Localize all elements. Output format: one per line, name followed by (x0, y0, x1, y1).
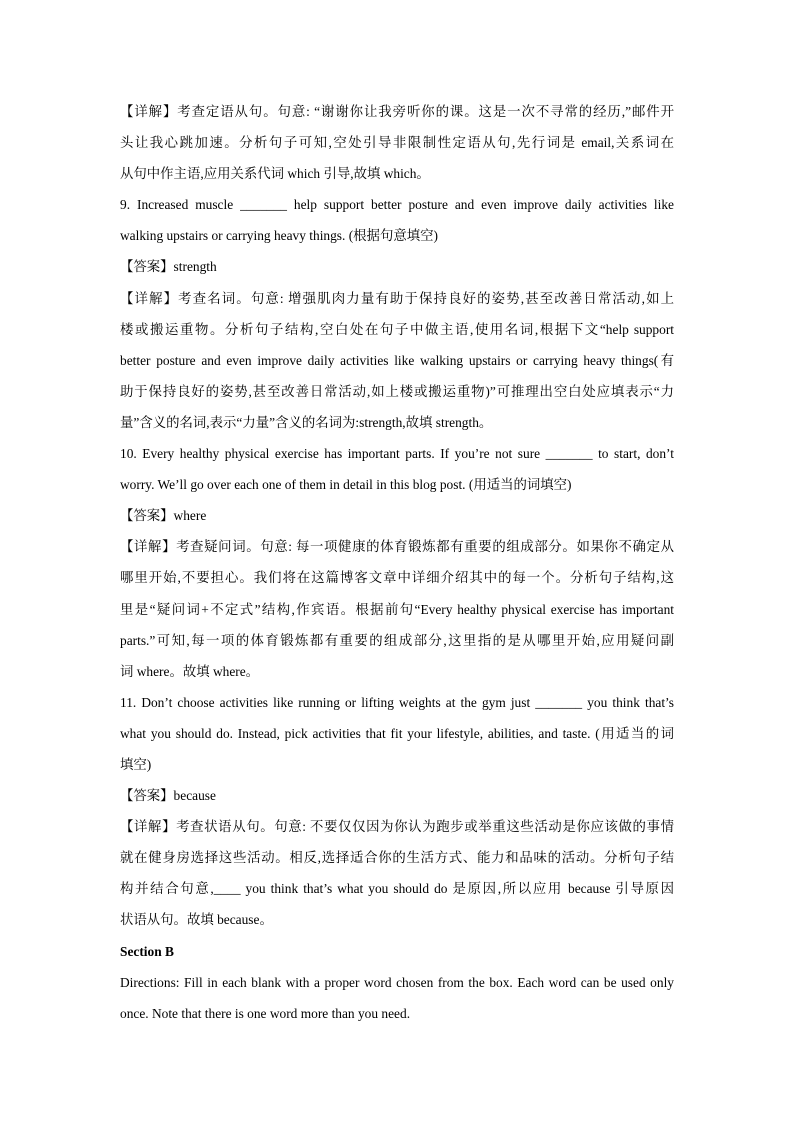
explanation-line: 头让我心跳加速。分析句子可知,空处引导非限制性定语从句,先行词是 email,关系词在 (120, 135, 674, 151)
explanation-line: 从句中作主语,应用关系代词 which 引导,故填 which。 (120, 166, 430, 182)
explanation-line: 【详解】考查状语从句。句意: 不要仅仅因为你认为跑步或举重这些活动是你应该做的事情 (120, 819, 674, 835)
document-page (120, 96, 674, 1029)
explanation-line: 【详解】考查名词。句意: 增强肌肉力量有助于保持良好的姿势,甚至改善日常活动,如上 (120, 290, 674, 306)
explanation-line: 【详解】考查定语从句。句意: “谢谢你让我旁听你的课。这是一次不寻常的经历,”邮件开 (120, 104, 674, 119)
explanation-line: 里是“疑问词+不定式”结构,作宾语。根据前句“Every healthy physical exercise has important (120, 601, 674, 617)
question-9-line: 9. Increased muscle _______ help support better posture and even improve daily activities like (120, 197, 674, 213)
directions-line: once. Note that there is one word more than you need. (120, 1005, 411, 1021)
answer-11: 【答案】because (120, 788, 216, 804)
explanation-line: 楼或搬运重物。分析句子结构,空白处在句子中做主语,使用名词,根据下文“help support (120, 321, 674, 337)
question-11-line: 填空) (120, 756, 152, 772)
explanation-line: 状语从句。故填 because。 (120, 912, 273, 928)
question-10-line: 10. Every healthy physical exercise has important parts. If you’re not sure _______ to start, don’t (120, 446, 674, 462)
explanation-line: 量”含义的名词,表示“力量”含义的名词为:strength,故填 strength。 (120, 414, 493, 430)
answer-10: 【答案】where (120, 508, 207, 524)
explanation-line: 助于保持良好的姿势,甚至改善日常活动,如上楼或搬运重物)”可推理出空白处应填表示“力 (120, 383, 674, 399)
directions-line: Directions: Fill in each blank with a proper word chosen from the box. Each word can be used only (120, 974, 674, 990)
explanation-line: 【详解】考查疑问词。句意: 每一项健康的体育锻炼都有重要的组成部分。如果你不确定从 (120, 539, 674, 555)
question-11-line: what you should do. Instead, pick activities that fit your lifestyle, abilities, and taste. (用适当的词 (120, 725, 674, 741)
question-11-line: 11. Don’t choose activities like running or lifting weights at the gym just _______ you think that’s (120, 694, 674, 710)
question-9-line: walking upstairs or carrying heavy things. (根据句意填空) (120, 228, 438, 244)
explanation-line: 哪里开始,不要担心。我们将在这篇博客文章中详细介绍其中的每一个。分析句子结构,这 (120, 570, 674, 586)
section-heading: Section B (120, 943, 174, 959)
explanation-line: 就在健身房选择这些活动。相反,选择适合你的生活方式、能力和品味的活动。分析句子结 (120, 850, 674, 866)
explanation-line: parts.”可知,每一项的体育锻炼都有重要的组成部分,这里指的是从哪里开始,应用疑问副 (120, 632, 674, 648)
explanation-line: better posture and even improve daily activities like walking upstairs or carrying heavy things(有 (120, 352, 674, 368)
explanation-line: 构并结合句意,____ you think that’s what you should do 是原因,所以应用 because 引导原因 (120, 881, 674, 897)
answer-9: 【答案】strength (120, 259, 217, 275)
explanation-line: 词 where。故填 where。 (120, 663, 260, 679)
question-10-line: worry. We’ll go over each one of them in detail in this blog post. (用适当的词填空) (120, 477, 572, 493)
